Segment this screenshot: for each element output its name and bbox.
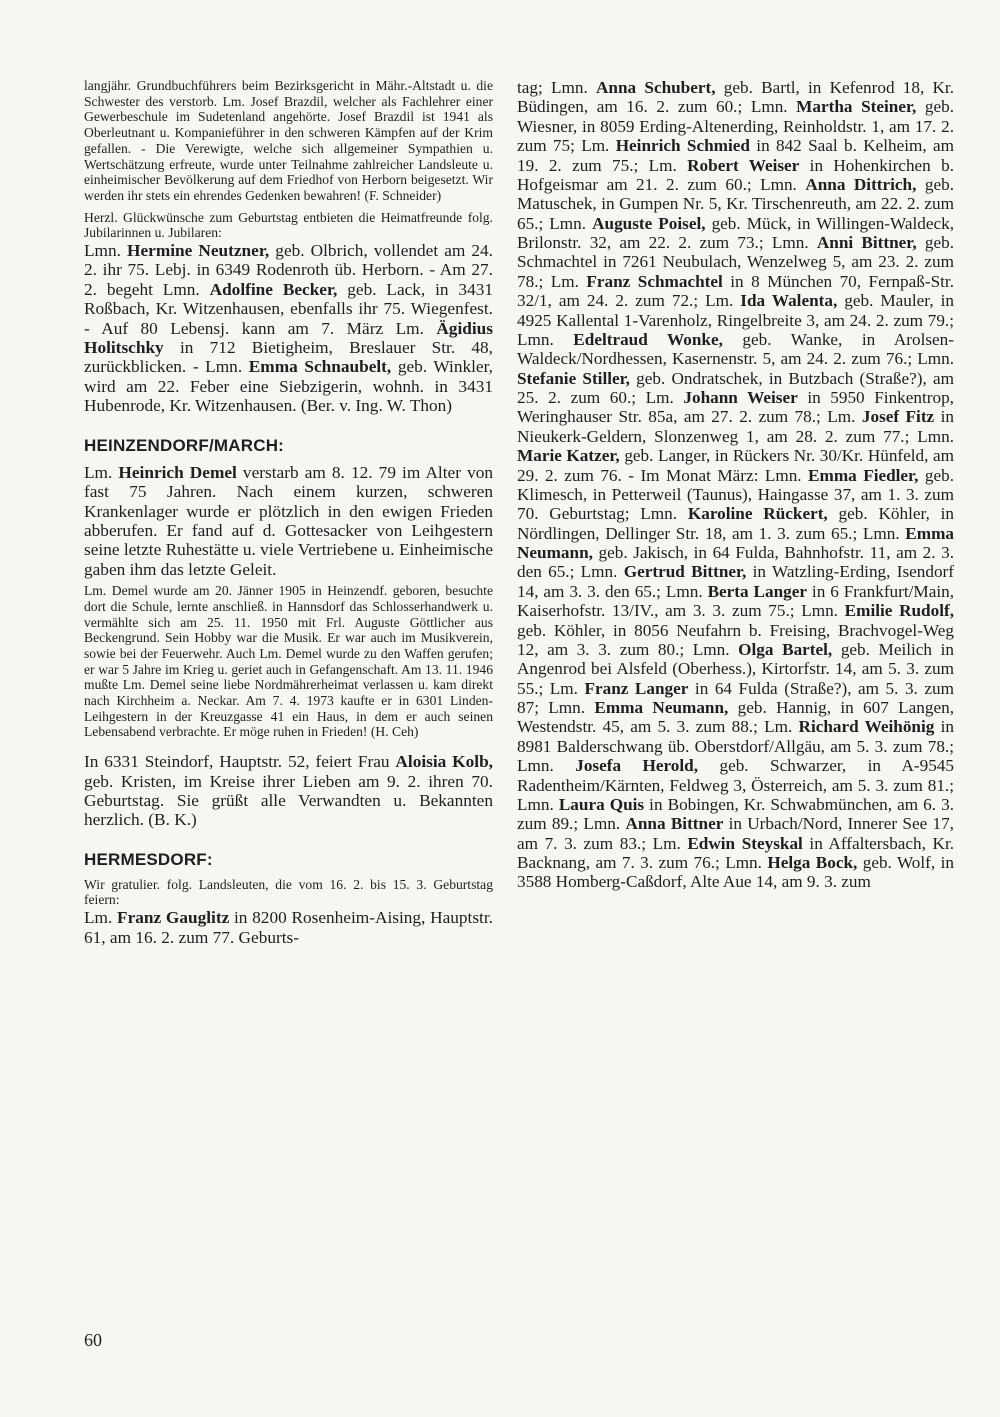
person-name: Richard Weihönig bbox=[798, 717, 935, 737]
section-heading-hermesdorf: HERMESDORF: bbox=[84, 849, 213, 869]
person-name: Franz Schmachtel bbox=[586, 271, 723, 291]
person-name: Anna Bittner bbox=[625, 814, 724, 834]
person-name: Ägidius Holitschky bbox=[84, 318, 493, 358]
person-name: Emma Schnaubelt, bbox=[248, 357, 392, 377]
person-name: Gertrud Bittner, bbox=[623, 562, 747, 582]
person-name: Berta Langer bbox=[707, 581, 807, 601]
person-name: Emma Neumann, bbox=[594, 698, 729, 717]
person-name: Olga Bartel, bbox=[738, 639, 833, 659]
person-name: Edwin Steyskal bbox=[687, 833, 803, 853]
person-name: Heinrich Demel bbox=[118, 462, 237, 482]
birthday-kolb-paragraph: In 6331 Steindorf, Hauptstr. 52, feiert Frau Aloisia Kolb, geb. Kristen, im Kreise ihrer Lieben am 9. 2. ihren 70. Geburtstag. Sie grüßt alle Verwandten u. Bekannten herzlich. (B. K.) bbox=[84, 752, 493, 830]
hermesdorf-birthday-list: tag; Lmn. Anna Schubert, geb. Bartl, in Kefenrod 18, Kr. Büdingen, am 16. 2. zum 60.; Lmn. Martha Steiner, geb. Wiesner, in 8059 Erding-Altenerding, Reinholdstr. 1, am 17. 2. zum 75; Lm. Heinrich Schmied in 842 Saal b. Kelheim, am 19. 2. zum 75.; Lm. Robert Weiser in Hohenkirchen b. Hofgeismar am 21. 2. zum 60.; Lmn. Anna Dittrich, geb. Matuschek, in Gumpen Nr. 5, Kr. Tirschenreuth, am 22. 2. zum 65.; Lmn. Auguste Poisel, geb. Mück, in Willingen-Waldeck, Brilonstr. 32, am 22. 2. zum 73.; Lmn. Anni Bittner, geb. Schmachtel in 7261 Neubulach, Wenzelweg 5, am 23. 2. zum 78.; Lm. Franz Schmachtel in 8 München 70, Fernpaß-Str. 32/1, am 24. 2. zum 72.; Lm. Ida Walenta, geb. Mauler, in 4925 Kallental 1-Varenholz, Ringelbreite 3, am 24. 2. zum 79.; Lmn. Edeltraud Wonke, geb. Wanke, in Arolsen-Waldeck/Nordhessen, Kasernenstr. 5, am 24. 2. zum 76.; Lmn. Stefanie Stiller, geb. Ondratschek, in Butzbach (Straße?), am 25. 2. zum 60.; Lm. Johann Weiser in 5950 Finkentrop, Weringhauser Str. 85a, am 27. 2. zum 78.; Lm. Josef Fitz in Nieukerk-Geldern, Slonzenweg 1, am 28. 2. zum 77.; Lmn. Marie Katzer, geb. Langer, in Rückers Nr. 30/Kr. Hünfeld, am 29. 2. zum 76. - Im Monat März: Lmn. Emma Fiedler, geb. Klimesch, in Petterweil (Taunus), Haingasse 37, am 1. 3. zum 70. Geburtstag; Lmn. Karoline Rückert, geb. Köhler, in Nördlingen, Dellinger Str. 18, am 1. 3. zum 65.; Lmn. Emma Neumann, geb. Jakisch, in 64 Fulda, Bahnhofstr. 11, am 2. 3. den 65.; Lmn. Gertrud Bittner, in Watzling-Erding, Isendorf 14, am 3. 3. den 65.; Lmn. Berta Langer in 6 Frankfurt/Main, Kaiserhofstr. 13/IV., am 3. 3. zum 75.; Lmn. Emilie Rudolf, geb. Köhler, in 8056 Neufahrn b. Freising, Brachvogel-Weg 12, am 3. 3. zum 80.; Lmn. Olga Bartel, geb. Meilich in Angenrod bei Alsfeld (Oberhess.), Kirtorfstr. 14, am 5. 3. zum 55.; Lm. Franz Langer in 64 Fulda (Straße?), am 5. 3. zum 87; Lmn. Emma Neumann, geb. Hannig, in 607 Langen, Westendstr. 45, am 5. 3. zum 88.; Lm. Richard Weihönig in 8981 Balderschwang üb. Oberstdorf/Allgäu, am 5. 3. zum 78.; Lmn. Josefa Herold, geb. Schwarzer, in A-9545 Radentheim/Kärnten, Feldweg 3, Österreich, am 5. 3. zum 81.; Lmn. Laura Quis in Bobingen, Kr. Schwabmünchen, am 6. 3. zum 89.; Lmn. Anna Bittner in Urbach/Nord, Innerer See 17, am 7. 3. zum 83.; Lm. Edwin Steyskal in Affaltersbach, Kr. Backnang, am 7. 3. zum 76.; Lmn. Helga Bock, geb. Wolf, in 3588 Homberg-Caßdorf, Alte Aue 14, am 9. 3. zum bbox=[517, 78, 955, 892]
person-name: Ida Walenta, bbox=[740, 291, 838, 311]
person-name: Martha Steiner, bbox=[796, 97, 917, 117]
person-name: Johann Weiser bbox=[683, 388, 798, 407]
person-name: Heinrich Schmied bbox=[615, 136, 750, 156]
person-name: Franz Langer bbox=[584, 678, 689, 698]
person-name: Emma Neumann, bbox=[517, 523, 954, 562]
right-column bbox=[517, 78, 954, 892]
obituary-continuation: langjähr. Grundbuchführers beim Bezirksgericht in Mähr.-Altstadt u. die Schwester des verstorb. Lm. Josef Brazdil, welcher als Fachlehrer einer Gewerbeschule im Sudetenland angehörte. Josef Brazdil ist 1941 als Oberleutnant u. Kompanieführer in den schweren Kämpfen auf der Krim gefallen. - Die Verewigte, welche sich allgemeiner Sympathien u. Wertschätzung erfreute, wurde unter Teilnahme zahlreicher Landsleute u. einheimischer Bevölkerung auf dem Friedhof von Herborn beigesetzt. Wir werden ihr stets ein ehrendes Gedenken bewahren! (F. Schneider) bbox=[84, 78, 493, 203]
hermesdorf-intro: Wir gratulier. folg. Landsleuten, die vom 16. 2. bis 15. 3. Geburtstag feiern: bbox=[84, 876, 493, 908]
person-name: Josefa Herold, bbox=[575, 756, 699, 776]
person-name: Auguste Poisel, bbox=[592, 213, 706, 233]
person-name: Josef Fitz bbox=[861, 407, 935, 427]
person-name: Adolfine Becker, bbox=[209, 279, 338, 299]
person-name: Hermine Neutzner, bbox=[127, 241, 270, 261]
person-name: Marie Katzer, bbox=[517, 446, 620, 466]
person-name: Anna Dittrich, bbox=[805, 174, 917, 194]
birthday-intro: Herzl. Glückwünsche zum Geburtstag entbieten die Heimatfreunde folg. Jubilarinnen u. Jubilaren: bbox=[84, 209, 493, 241]
person-name: Edeltraud Wonke, bbox=[573, 329, 723, 349]
person-name: Anna Schubert, bbox=[596, 78, 716, 97]
person-name: Stefanie Stiller, bbox=[517, 368, 630, 388]
person-name: Emma Fiedler, bbox=[808, 465, 919, 485]
hermesdorf-list-start: Lm. Franz Gauglitz in 8200 Rosenheim-Aising, Hauptstr. 61, am 16. 2. zum 77. Geburts- bbox=[84, 908, 493, 947]
person-name: Robert Weiser bbox=[687, 155, 800, 175]
person-name: Karoline Rückert, bbox=[687, 504, 828, 524]
obituary-demel: Lm. Heinrich Demel verstarb am 8. 12. 79 im Alter von fast 75 Jahren. Nach einem kurzen, schweren Krankenlager wurde er plötzlich in den ewigen Frieden abberufen. Er fand auf d. Gottesacker von Leihgestern seine letzte Ruhestätte u. viele Vertriebene u. Einheimische gaben ihm das letzte Geleit. bbox=[84, 462, 494, 579]
person-name: Helga Bock, bbox=[767, 853, 858, 872]
person-name: Franz Gauglitz bbox=[117, 908, 230, 928]
birthday-list-paragraph: Lmn. Hermine Neutzner, geb. Olbrich, vollendet am 24. 2. ihr 75. Lebj. in 6349 Rodenroth üb. Herborn. - Am 27. 2. begeht Lmn. Adolfine Becker, geb. Lack, in 3431 Roßbach, Kr. Witzenhausen, ebenfalls ihr 75. Wiegenfest. - Auf 80 Lebensj. kann am 7. März Lm. Ägidius Holitschky in 712 Bietigheim, Breslauer Str. 48, zurückblicken. - Lmn. Emma Schnaubelt, geb. Winkler, wird am 22. Feber eine Siebzigerin, wohnh. in 3431 Hubenrode, Kr. Witzenhausen. (Ber. v. Ing. W. Thon) bbox=[84, 241, 493, 416]
person-name: Anni Bittner, bbox=[816, 233, 917, 252]
person-name: Laura Quis bbox=[558, 794, 645, 814]
section-heading-heinzendorf: HEINZENDORF/MARCH: bbox=[84, 435, 285, 455]
left-column bbox=[84, 78, 493, 947]
person-name: Aloisia Kolb, bbox=[395, 752, 493, 772]
person-name: Emilie Rudolf, bbox=[844, 601, 954, 621]
obituary-demel-details: Lm. Demel wurde am 20. Jänner 1905 in Heinzendf. geboren, besuchte dort die Schule, lernte anschließ. in Hannsdorf das Schlosserhandwerk u. vermählte sich am 25. 11. 1950 mit Frl. Auguste Göttlicher aus Beckengrund. Sein Hobby war die Musik. Er war auch im Musikverein, sowie bei der Feuerwehr. Auch Lm. Demel wurde zu den Waffen gerufen; er war 5 Jahre im Krieg u. geriet auch in Gefangenschaft. Am 13. 11. 1946 mußte Lm. Demel seine liebe Nordmährerheimat verlassen u. kam direkt nach Kirchheim a. Neckar. Am 7. 4. 1973 kaufte er in 6301 Linden-Leihgestern in der Kreuzgasse 41 ein Haus, in dem er auch seinen Lebensabend verbrachte. Er möge ruhen in Frieden! (H. Ceh) bbox=[84, 583, 493, 740]
page-number: 60 bbox=[84, 1330, 102, 1350]
